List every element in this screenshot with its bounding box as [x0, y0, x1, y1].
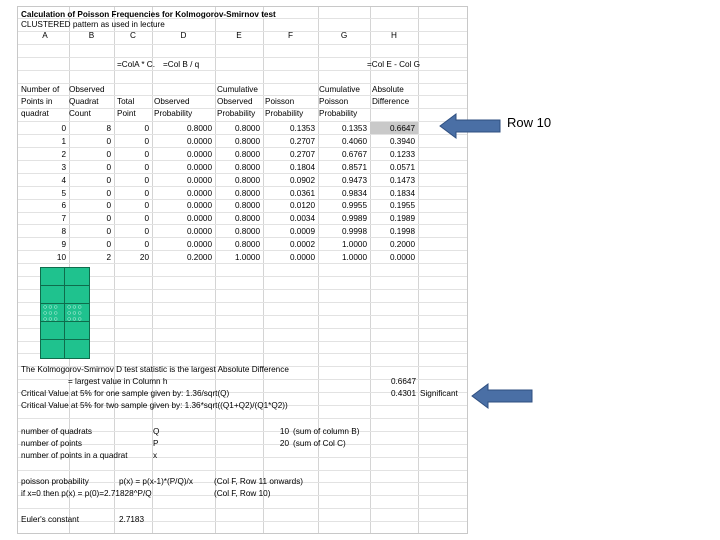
sheet-title: Calculation of Poisson Frequencies for Kolmogorov-Smirnov test — [21, 10, 276, 19]
table-cell: 0.8000 — [234, 162, 260, 172]
header-c-2: Total — [117, 97, 135, 106]
table-cell: 0.9998 — [341, 227, 367, 237]
header-d-2: Observed — [154, 97, 190, 106]
col-letter-h: H — [391, 31, 397, 40]
table-cell: 0.6767 — [341, 149, 367, 159]
euler-label: Euler's constant — [21, 515, 79, 524]
table-cell: 0 — [106, 214, 111, 224]
header-g-2: Poisson — [319, 97, 349, 106]
table-cell: 1.0000 — [234, 253, 260, 262]
table-cell: 0 — [106, 227, 111, 237]
header-g-3: Probability — [319, 109, 358, 118]
poisson-zero-formula: if x=0 then p(x) = p(0)=2.71828^P/Q — [21, 489, 152, 498]
header-a-2: Points in — [21, 97, 53, 106]
table-cell: 0.2707 — [289, 149, 315, 159]
row-divider — [18, 250, 467, 251]
table-cell: 4 — [61, 175, 66, 185]
table-cell: 0.0000 — [186, 227, 212, 237]
points-cluster-icon: ○○○ ○○○ ○○○ — [67, 304, 83, 323]
table-cell: 0.8000 — [186, 124, 212, 133]
poisson-note-1: (Col F, Row 11 onwards) — [214, 477, 304, 486]
table-cell: 0.0000 — [186, 136, 212, 146]
col-letter-c: C — [130, 31, 136, 40]
table-cell: 0.0000 — [186, 214, 212, 224]
col-divider — [263, 7, 264, 533]
table-cell: 0.0000 — [186, 188, 212, 198]
table-cell: 1 — [61, 136, 66, 146]
table-cell: 0.3940 — [389, 136, 415, 146]
ks-critical-value: 0.4301 — [390, 389, 416, 398]
table-cell: 0.1989 — [389, 214, 415, 224]
header-f-3: Probability — [265, 109, 304, 118]
header-a-3: quadrat — [21, 109, 49, 118]
table-cell: 0.6647 — [389, 124, 415, 133]
table-cell: 2 — [61, 149, 66, 159]
table-cell: 0 — [106, 188, 111, 198]
table-cell: 0.8000 — [234, 175, 260, 185]
points-per-quadrat-label: number of points in a quadrat — [21, 451, 128, 460]
col-letter-f: F — [287, 31, 293, 40]
table-cell: 0 — [61, 124, 66, 133]
col-letter-g: G — [340, 31, 348, 40]
points-per-quadrat-symbol: x — [153, 451, 158, 460]
row-divider — [18, 224, 467, 225]
row-divider — [18, 83, 467, 84]
table-cell: 0 — [144, 227, 149, 237]
table-cell: 0.1233 — [389, 149, 415, 159]
header-h-1: Absolute — [372, 85, 404, 94]
poisson-label: poisson probability — [21, 477, 89, 486]
ks-line-4: Critical Value at 5% for two sample given by: 1.36*sqrt((Q1+Q2)/(Q1*Q2)) — [21, 401, 288, 410]
row-divider — [18, 444, 467, 445]
points-note: (sum of Col C) — [293, 439, 346, 448]
formula-d: =Col B / q — [163, 60, 200, 69]
sheet-subtitle: CLUSTERED pattern as used in lecture — [21, 20, 165, 29]
table-cell: 0 — [144, 136, 149, 146]
table-cell: 0.1998 — [389, 227, 415, 237]
table-cell: 0.0571 — [389, 162, 415, 172]
table-cell: 0.0000 — [186, 175, 212, 185]
table-cell: 8 — [61, 227, 66, 237]
table-cell: 0.0000 — [186, 240, 212, 250]
table-cell: 0.9834 — [341, 188, 367, 198]
table-cell: 0.8000 — [234, 188, 260, 198]
header-d-3: Probability — [154, 109, 193, 118]
ks-significant-flag: Significant — [420, 389, 458, 398]
table-cell: 0.8000 — [234, 124, 260, 133]
table-cell: 0 — [144, 124, 149, 133]
table-cell: 0.0000 — [186, 162, 212, 172]
header-b-2: Quadrat — [69, 97, 99, 106]
table-cell: 0 — [106, 240, 111, 250]
header-e-1: Cumulative — [217, 85, 258, 94]
table-cell: 0.8000 — [234, 214, 260, 224]
row10-annotation: Row 10 — [507, 115, 552, 130]
table-cell: 0.1804 — [289, 162, 315, 172]
formula-h: =Col E - Col G — [367, 60, 421, 69]
table-cell: 0.1353 — [341, 124, 367, 133]
row-divider — [18, 57, 467, 58]
points-cluster-icon: ○○○ ○○○ ○○○ — [43, 304, 59, 323]
header-e-2: Observed — [217, 97, 253, 106]
table-cell: 0.0000 — [186, 149, 212, 159]
table-cell: 0.0120 — [289, 201, 315, 211]
points-value: 20 — [279, 439, 289, 448]
header-e-3: Probability — [217, 109, 256, 118]
row-divider — [18, 199, 467, 200]
header-b-3: Count — [69, 109, 91, 118]
row-divider — [18, 160, 467, 161]
row-divider — [18, 186, 467, 187]
table-cell: 0 — [106, 149, 111, 159]
header-g-1: Cumulative — [319, 85, 360, 94]
table-cell: 0 — [106, 201, 111, 211]
header-c-3: Point — [117, 109, 136, 118]
table-cell: 10 — [56, 253, 66, 262]
table-cell: 0 — [106, 175, 111, 185]
table-cell: 1.0000 — [341, 240, 367, 250]
col-divider — [215, 7, 216, 533]
table-cell: 0 — [144, 162, 149, 172]
ks-line-3: Critical Value at 5% for one sample given by: 1.36/sqrt(Q) — [21, 389, 230, 398]
row-divider — [18, 237, 467, 238]
significant-arrow-icon — [470, 382, 534, 410]
table-cell: 0.4060 — [341, 136, 367, 146]
table-cell: 1.0000 — [341, 253, 367, 262]
header-a-1: Number of — [21, 85, 60, 94]
table-cell: 3 — [61, 162, 66, 172]
col-divider — [418, 7, 419, 533]
table-cell: 0 — [106, 162, 111, 172]
table-cell: 0.1834 — [389, 188, 415, 198]
col-letter-e: E — [236, 31, 242, 40]
table-cell: 0.9473 — [341, 175, 367, 185]
table-cell: 0.2707 — [289, 136, 315, 146]
table-cell: 2 — [106, 253, 111, 262]
points-label: number of points — [21, 439, 82, 448]
table-cell: 0.0009 — [289, 227, 315, 237]
ks-line-1: The Kolmogorov-Smirnov D test statistic is the largest Absolute Difference — [21, 365, 289, 374]
table-cell: 0.2000 — [389, 240, 415, 250]
table-cell: 0 — [144, 214, 149, 224]
table-cell: 0 — [144, 188, 149, 198]
row-divider — [18, 508, 467, 509]
row-divider — [18, 44, 467, 45]
ks-d-value: 0.6647 — [390, 377, 416, 386]
table-cell: 0 — [144, 201, 149, 211]
row-divider — [18, 212, 467, 213]
table-cell: 0.8000 — [234, 227, 260, 237]
table-cell: 0.0361 — [289, 188, 315, 198]
table-cell: 0.8000 — [234, 136, 260, 146]
points-symbol: P — [153, 439, 159, 448]
table-cell: 0.2000 — [186, 253, 212, 262]
header-b-1: Observed — [69, 85, 105, 94]
poisson-formula: p(x) = p(x-1)*(P/Q)/x — [119, 477, 193, 486]
table-cell: 0.1353 — [289, 124, 315, 133]
table-cell: 0.0000 — [389, 253, 415, 262]
poisson-note-2: (Col F, Row 10) — [214, 489, 271, 498]
table-cell: 0 — [144, 175, 149, 185]
table-cell: 0.8000 — [234, 201, 260, 211]
quadrat-grid-illustration — [40, 267, 90, 359]
formula-c: =ColA * C. — [117, 60, 155, 69]
table-cell: 0 — [106, 136, 111, 146]
table-cell: 0.0002 — [289, 240, 315, 250]
header-h-2: Difference — [372, 97, 410, 106]
table-cell: 0.0000 — [289, 253, 315, 262]
table-cell: 0.1473 — [389, 175, 415, 185]
col-letter-d: D — [180, 31, 187, 40]
row-divider — [18, 147, 467, 148]
row-divider — [18, 418, 467, 419]
table-cell: 7 — [61, 214, 66, 224]
header-f-2: Poisson — [265, 97, 295, 106]
table-cell: 0.9989 — [341, 214, 367, 224]
table-cell: 5 — [61, 188, 66, 198]
table-cell: 9 — [61, 240, 66, 250]
col-letter-a: A — [42, 31, 48, 40]
table-cell: 0.8571 — [341, 162, 367, 172]
row-divider — [18, 134, 467, 135]
table-cell: 0.8000 — [234, 149, 260, 159]
table-cell: 0.9955 — [341, 201, 367, 211]
row-divider — [18, 521, 467, 522]
row-divider — [18, 470, 467, 471]
spreadsheet — [17, 6, 468, 534]
table-cell: 0 — [144, 240, 149, 250]
table-cell: 8 — [106, 124, 111, 133]
table-cell: 20 — [139, 253, 149, 262]
row10-arrow-icon — [438, 112, 502, 140]
quadrats-symbol: Q — [153, 427, 160, 436]
table-cell: 0 — [144, 149, 149, 159]
row-divider — [18, 173, 467, 174]
table-cell: 0.0000 — [186, 201, 212, 211]
col-divider — [370, 7, 371, 533]
table-cell: 0.0902 — [289, 175, 315, 185]
table-cell: 0.8000 — [234, 240, 260, 250]
table-cell: 6 — [61, 201, 66, 211]
row-divider — [18, 263, 467, 264]
table-cell: 0.0034 — [289, 214, 315, 224]
ks-line-2: = largest value in Column h — [68, 377, 168, 386]
quadrats-note: (sum of column B) — [293, 427, 360, 436]
quadrats-label: number of quadrats — [21, 427, 93, 436]
col-letter-b: B — [88, 31, 95, 40]
quadrats-value: 10 — [279, 427, 289, 436]
euler-value: 2.7183 — [119, 515, 145, 524]
table-cell: 0.1955 — [389, 201, 415, 211]
